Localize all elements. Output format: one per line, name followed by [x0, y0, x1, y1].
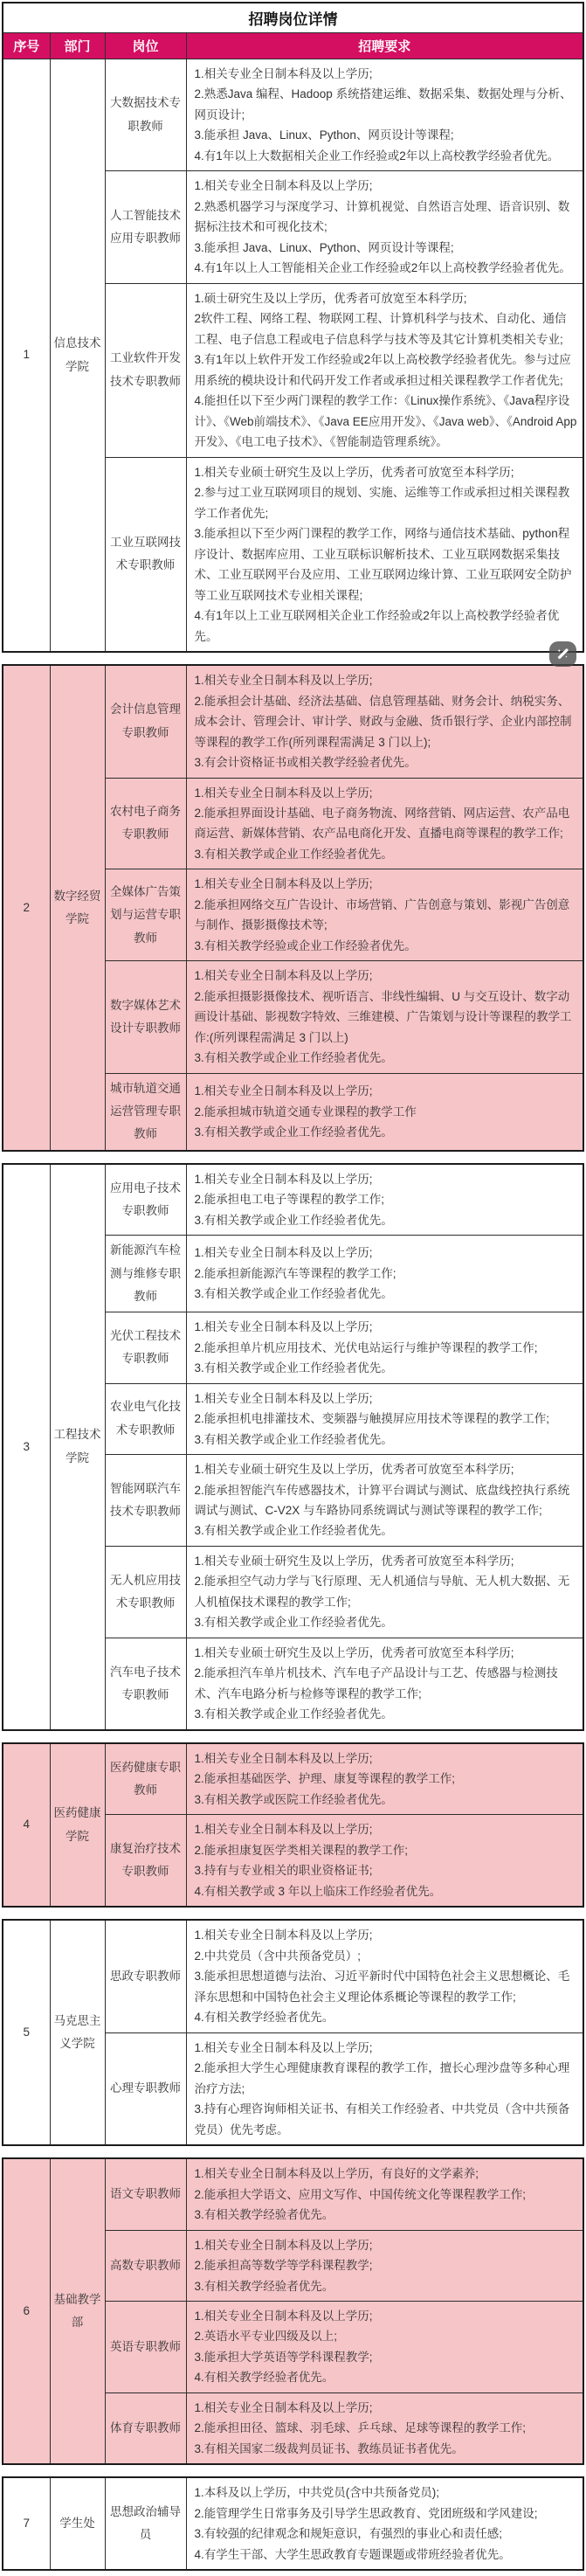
requirement-line: 2.能承担汽车单片机技术、汽车电子产品设计与工艺、传感器与检测技术、汽车电路分析与检修等课程的教学工作; — [194, 1666, 558, 1700]
requirement-line: 1.相关专业全日制本科及以上学历; — [194, 1246, 373, 1260]
requirement-line: 1.相关专业全日制本科及以上学历; — [194, 2238, 373, 2252]
requirement-line: 2.能承担摄影摄像技术、视听语言、非线性编辑、U 与交互设计、数字动画设计基础、影视数字特效、三维建模、广告策划与设计等课程的教学工作:(所列课程需满足 3 门以上) — [194, 989, 572, 1044]
page-title: 招聘岗位详情 — [3, 3, 583, 33]
department-name: 学生处 — [50, 2477, 105, 2570]
requirements-cell — [186, 1546, 583, 1638]
requirement-line: 2.能承担界面设计基础、电子商务物流、网络营销、网店运营、农产品电商运营、新媒体营销、农产品电商化开发、直播电商等课程的教学工作; — [194, 806, 570, 841]
requirement-line: 4.有学生干部、大学生思政教育专题课题或带班经验者优先。 — [194, 2547, 511, 2561]
requirement-line: 2.能承担电工电子等课程的教学工作; — [194, 1193, 385, 1207]
requirement-line: 3.有相关教学或企业工作经验者优先。 — [194, 1051, 393, 1065]
position-row — [3, 59, 583, 171]
position-row — [3, 2477, 583, 2570]
requirement-line: 3.有相关教学经验者优先。 — [194, 2208, 334, 2222]
requirement-line: 3.能承担大学英语等学科课程教学; — [194, 2350, 373, 2364]
requirement-line: 4.有1年以上大数据相关企业工作经验或2年以上高校教学经验者优先。 — [194, 149, 560, 163]
section-number: 3 — [3, 1164, 50, 1730]
position-title: 工业互联网技术专职教师 — [105, 457, 186, 652]
requirement-line: 3.有相关教学或企业工作经验者优先。 — [194, 1213, 393, 1227]
section-number: 1 — [3, 59, 50, 653]
requirements-cell — [186, 1236, 583, 1312]
requirement-line: 3.有会计资格证书或相关教学经验者优先。 — [194, 756, 417, 770]
department-name: 马克思主义学院 — [50, 1920, 105, 2145]
requirements-cell — [186, 778, 583, 869]
requirement-line: 1.相关专业硕士研究生及以上学历，优秀者可放宽至本科学历; — [194, 1463, 514, 1477]
requirements-cell — [186, 171, 583, 283]
requirements-cell — [186, 1743, 583, 1815]
requirement-line: 3.有相关教学或企业工作经验者优先。 — [194, 1287, 393, 1301]
requirement-line: 2.中共党员（含中共预备党员）; — [194, 1949, 362, 1963]
column-header-no: 序号 — [3, 33, 50, 59]
requirement-line: 1.相关专业硕士研究生及以上学历，优秀者可放宽至本科学历; — [194, 1554, 514, 1568]
column-header-requirements: 招聘要求 — [186, 33, 583, 59]
section-block-1 — [2, 2, 584, 653]
position-title: 工业软件开发技术专职教师 — [105, 283, 186, 457]
requirement-line: 1.相关专业全日制本科及以上学历; — [194, 2400, 373, 2414]
requirement-line: 3.有相关教学经验者优先。 — [194, 2279, 334, 2293]
section-block-4 — [2, 1742, 584, 1908]
requirement-line: 2.英语水平专业四级及以上; — [194, 2330, 338, 2344]
position-title: 光伏工程技术专职教师 — [105, 1312, 186, 1383]
requirements-cell — [186, 1383, 583, 1454]
requirement-line: 1.相关专业全日制本科及以上学历; — [194, 1391, 373, 1405]
position-row — [3, 1743, 583, 1815]
requirement-line: 4.有相关教学经验者优先。 — [194, 2371, 334, 2385]
requirement-line: 3.有相关教学或企业工作经验者优先。 — [194, 1616, 393, 1630]
requirement-line: 3.能承担思想道德与法治、习近平新时代中国特色社会主义思想概论、毛泽东思想和中国特色社会主义理论体系概论等课程的教学工作; — [194, 1970, 570, 2004]
requirements-cell — [186, 2230, 583, 2301]
department-name: 数字经贸学院 — [50, 665, 105, 1151]
requirement-line: 2.能承担新能源汽车等课程的教学工作; — [194, 1266, 396, 1280]
section-number: 7 — [3, 2477, 50, 2570]
position-title: 数字媒体艺术设计专职教师 — [105, 961, 186, 1073]
position-title: 思政专职教师 — [105, 1920, 186, 2032]
position-title: 全媒体广告策划与运营专职教师 — [105, 869, 186, 961]
requirement-line: 1.相关专业硕士研究生及以上学历，优秀者可放宽至本科学历; — [194, 465, 514, 479]
requirement-line: 4.有1年以上人工智能相关企业工作经验或2年以上高校教学经验者优先。 — [194, 261, 571, 275]
requirement-line: 2.能承担网络交互广告设计、市场营销、广告创意与策划、影视广告创意与制作、摄影摄像技术等; — [194, 897, 570, 932]
requirement-line: 3.有相关教学或企业工作经验者优先。 — [194, 1524, 393, 1538]
requirements-cell — [186, 1455, 583, 1547]
position-title: 心理专职教师 — [105, 2032, 186, 2145]
position-title: 语文专职教师 — [105, 2158, 186, 2230]
position-title: 体育专职教师 — [105, 2392, 186, 2464]
position-title: 英语专职教师 — [105, 2301, 186, 2392]
requirements-cell — [186, 283, 583, 457]
requirement-line: 2.能承担大学语文、应用文写作、中国传统文化等课程教学工作; — [194, 2187, 527, 2201]
requirement-line: 2.能承担高等数学等学科课程教学; — [194, 2259, 373, 2273]
section-block-6 — [2, 2157, 584, 2465]
requirements-cell — [186, 1164, 583, 1236]
requirement-line: 1.相关专业全日制本科及以上学历; — [194, 1084, 373, 1098]
section-table-5 — [2, 1919, 584, 2146]
recruitment-table — [2, 2, 584, 653]
requirement-line: 1.相关专业全日制本科及以上学历; — [194, 786, 373, 800]
requirement-line: 2.能承担康复医学类相关课程的教学工作; — [194, 1843, 409, 1857]
requirement-line: 3.有相关教学或企业工作经验者优先。 — [194, 1125, 393, 1139]
section-table-3 — [2, 1163, 584, 1731]
position-title: 农业电气化技术专职教师 — [105, 1383, 186, 1454]
requirement-line: 2.能承担基础医学、护理、康复等课程的教学工作; — [194, 1772, 456, 1786]
requirements-cell — [186, 2477, 583, 2570]
position-title: 大数据技术专职教师 — [105, 59, 186, 171]
requirement-line: 1.相关专业全日制本科及以上学历; — [194, 674, 373, 688]
requirement-line: 4.有相关教学经验者优先。 — [194, 2011, 334, 2025]
requirement-line: 1.相关专业全日制本科及以上学历; — [194, 969, 373, 983]
requirements-cell — [186, 2301, 583, 2392]
position-title: 城市轨道交通运营管理专职教师 — [105, 1073, 186, 1150]
requirement-line: 3.有相关教学或医院工作经验者优先。 — [194, 1792, 393, 1806]
column-header-position: 岗位 — [105, 33, 186, 59]
requirements-cell — [186, 1638, 583, 1729]
requirement-line: 1.相关专业硕士研究生及以上学历，优秀者可放宽至本科学历; — [194, 1645, 514, 1659]
requirement-line: 3.有1年以上软件开发工作经验或2年以上高校教学经验者优先。参与过应用系统的模块设计和代码开发工作者或承担过相关课程教学工作者优先; — [194, 353, 571, 387]
requirement-line: 3.有相关国家二级裁判员证书、教练员证书者优先。 — [194, 2441, 464, 2455]
section-table-6 — [2, 2157, 584, 2465]
column-header-department: 部门 — [50, 33, 105, 59]
requirements-cell — [186, 2158, 583, 2230]
requirement-line: 4.有相关教学或 3 年以上临床工作经验者优先。 — [194, 1884, 442, 1898]
position-title: 应用电子技术专职教师 — [105, 1164, 186, 1236]
position-title: 农村电子商务专职教师 — [105, 778, 186, 869]
requirement-line: 3.有较强的纪律观念和规矩意识，有强烈的事业心和责任感; — [194, 2527, 503, 2541]
requirement-line: 1.相关专业全日制本科及以上学历; — [194, 179, 373, 193]
requirement-line: 2.熟悉机器学习与深度学习、计算机视觉、自然语言处理、语音识别、数据标注技术和可视化技术; — [194, 199, 570, 234]
requirements-cell — [186, 665, 583, 778]
requirement-line: 2.能管理学生日常事务及引导学生思政教育、党团班级和学风建设; — [194, 2506, 538, 2520]
requirement-line: 1.相关专业全日制本科及以上学历; — [194, 1172, 373, 1186]
position-row — [3, 2158, 583, 2230]
requirement-line: 1.相关专业全日制本科及以上学历; — [194, 1929, 373, 1942]
position-row — [3, 665, 583, 778]
section-block-3 — [2, 1163, 584, 1731]
requirements-cell — [186, 2032, 583, 2145]
position-title: 新能源汽车检测与维修专职教师 — [105, 1236, 186, 1312]
position-row — [3, 1920, 583, 2032]
requirement-line: 1.相关专业全日制本科及以上学历，有良好的文学素养; — [194, 2167, 479, 2181]
requirement-line: 3.有相关教学或企业工作经验者优先。 — [194, 1432, 393, 1446]
position-title: 人工智能技术应用专职教师 — [105, 171, 186, 283]
department-name: 医药健康学院 — [50, 1743, 105, 1907]
position-title: 无人机应用技术专职教师 — [105, 1546, 186, 1638]
requirement-line: 3.持有与专业相关的职业资格证书; — [194, 1864, 373, 1878]
requirements-cell — [186, 869, 583, 961]
table-title-row — [3, 3, 583, 33]
requirement-line: 2.能承担田径、篮球、羽毛球、乒乓球、足球等课程的教学工作; — [194, 2421, 527, 2435]
requirements-cell — [186, 1073, 583, 1150]
requirement-line: 1.相关专业全日制本科及以上学历; — [194, 1751, 373, 1765]
requirement-line: 3.有相关教学或企业工作经验者优先。 — [194, 1361, 393, 1375]
department-name: 信息技术学院 — [50, 59, 105, 653]
section-number: 6 — [3, 2158, 50, 2464]
requirement-line: 3.能承担 Java、Linux、Python、网页设计等课程; — [194, 128, 454, 142]
requirement-line: 2.能承担大学生心理健康教育课程的教学工作，擅长心理沙盘等多种心理治疗方法; — [194, 2061, 570, 2095]
requirement-line: 2软件工程、网络工程、物联网工程、计算机科学与技术、自动化、通信工程、电子信息工程或电子信息科学与技术等及其它计算机类相关专业; — [194, 312, 567, 346]
position-title: 康复治疗技术专职教师 — [105, 1815, 186, 1907]
position-row — [3, 1164, 583, 1236]
position-title: 医药健康专职教师 — [105, 1743, 186, 1815]
requirements-cell — [186, 1815, 583, 1907]
position-title: 思想政治辅导员 — [105, 2477, 186, 2570]
requirement-line: 2.熟悉Java 编程、Hadoop 系统搭建运维、数据采集、数据处理与分析、网页设计; — [194, 87, 572, 121]
requirement-line: 1.相关专业全日制本科及以上学历; — [194, 1320, 373, 1334]
section-table-4 — [2, 1742, 584, 1908]
position-title: 高数专职教师 — [105, 2230, 186, 2301]
requirement-line: 1.相关专业全日制本科及以上学历; — [194, 67, 373, 80]
edit-wand-button[interactable] — [549, 641, 576, 667]
requirements-cell — [186, 59, 583, 171]
section-block-5 — [2, 1919, 584, 2146]
requirement-line: 2.能承担智能汽车传感器技术，计算平台调试与测试、底盘线控执行系统调试与测试、C-V2X 与车路协同系统调试与测试等课程的教学工作; — [194, 1483, 570, 1517]
requirements-cell — [186, 961, 583, 1073]
requirement-line: 2.参与过工业互联网项目的规划、实施、运维等工作或承担过相关课程教学工作者优先; — [194, 486, 570, 520]
requirement-line: 3.有相关教学经验或企业工作经验者优先。 — [194, 938, 417, 952]
column-header-row — [3, 33, 583, 59]
section-table-2 — [2, 664, 584, 1152]
requirement-line: 3.有相关教学或企业工作经验者优先。 — [194, 1707, 393, 1721]
requirement-line: 2.能承担机电排灌技术、变频器与触摸屏应用技术等课程的教学工作; — [194, 1412, 550, 1426]
requirements-cell — [186, 2392, 583, 2464]
position-title: 智能网联汽车技术专职教师 — [105, 1455, 186, 1547]
section-table-7 — [2, 2476, 584, 2571]
position-title: 会计信息管理专职教师 — [105, 665, 186, 778]
department-name: 基础教学部 — [50, 2158, 105, 2464]
requirement-line: 2.能承担城市轨道交通专业课程的教学工作 — [194, 1104, 417, 1118]
requirement-line: 4.能担任以下至少两门课程的教学工作：《Linux操作系统》、《Java程序设计》、《Web前端技术》、《Java EE应用开发》、《Java web》、《Android App 开发》、《电工电子技术》、《智能制造管理系统》。 — [194, 394, 577, 449]
position-title: 汽车电子技术专职教师 — [105, 1638, 186, 1729]
requirement-line: 1.相关专业全日制本科及以上学历; — [194, 2040, 373, 2054]
section-number: 5 — [3, 1920, 50, 2145]
section-block-7 — [2, 2476, 584, 2571]
requirement-line: 3.能承担 Java、Linux、Python、网页设计等课程; — [194, 240, 454, 254]
requirement-line: 1.硕士研究生及以上学历，优秀者可放宽至本科学历; — [194, 291, 467, 305]
requirement-line: 3.能承担以下至少两门课程的教学工作，网络与通信技术基础、python程序设计、数据库应用、工业互联标识解析技术、工业互联网数据采集技术、工业互联网平台及应用、工业互联网边缘计算、工业互联网安全防护等工业互联网技术专业相关课程; — [194, 527, 572, 602]
requirements-cell — [186, 1312, 583, 1383]
requirement-line: 1.相关专业全日制本科及以上学历; — [194, 2309, 373, 2323]
section-number: 2 — [3, 665, 50, 1151]
requirement-line: 2.能承担单片机应用技术、光伏电站运行与维护等课程的教学工作; — [194, 1340, 538, 1354]
requirement-line: 3.持有心理咨询师相关证书、有相关工作经验者、中共党员（含中共预备党员）优先考虑。 — [194, 2102, 570, 2136]
magic-wand-icon — [555, 647, 570, 661]
requirement-line: 4.有1年以上工业互联网相关企业工作经验或2年以上高校教学经验者优先。 — [194, 609, 560, 643]
department-name: 工程技术学院 — [50, 1164, 105, 1730]
requirement-line: 3.有相关教学或企业工作经验者优先。 — [194, 847, 393, 861]
requirement-line: 2.能承担会计基础、经济法基础、信息管理基础、财务会计、纳税实务、成本会计、管理会计、审计学、财政与金融、货币银行学、企业内部控制等课程的教学工作(所列课程需满足 3 门以上); — [194, 694, 572, 749]
requirements-cell — [186, 457, 583, 652]
requirement-line: 1.本科及以上学历，中共党员(含中共预备党员); — [194, 2486, 440, 2500]
section-block-2 — [2, 664, 584, 1152]
requirements-cell — [186, 1920, 583, 2032]
requirement-line: 1.相关专业全日制本科及以上学历; — [194, 1823, 373, 1837]
requirement-line: 1.相关专业全日制本科及以上学历; — [194, 877, 373, 891]
section-number: 4 — [3, 1743, 50, 1907]
requirement-line: 2.能承担空气动力学与飞行原理、无人机通信与导航、无人机大数据、无人机植保技术课程的教学工作; — [194, 1575, 570, 1609]
section-blocks-container — [2, 664, 584, 2571]
